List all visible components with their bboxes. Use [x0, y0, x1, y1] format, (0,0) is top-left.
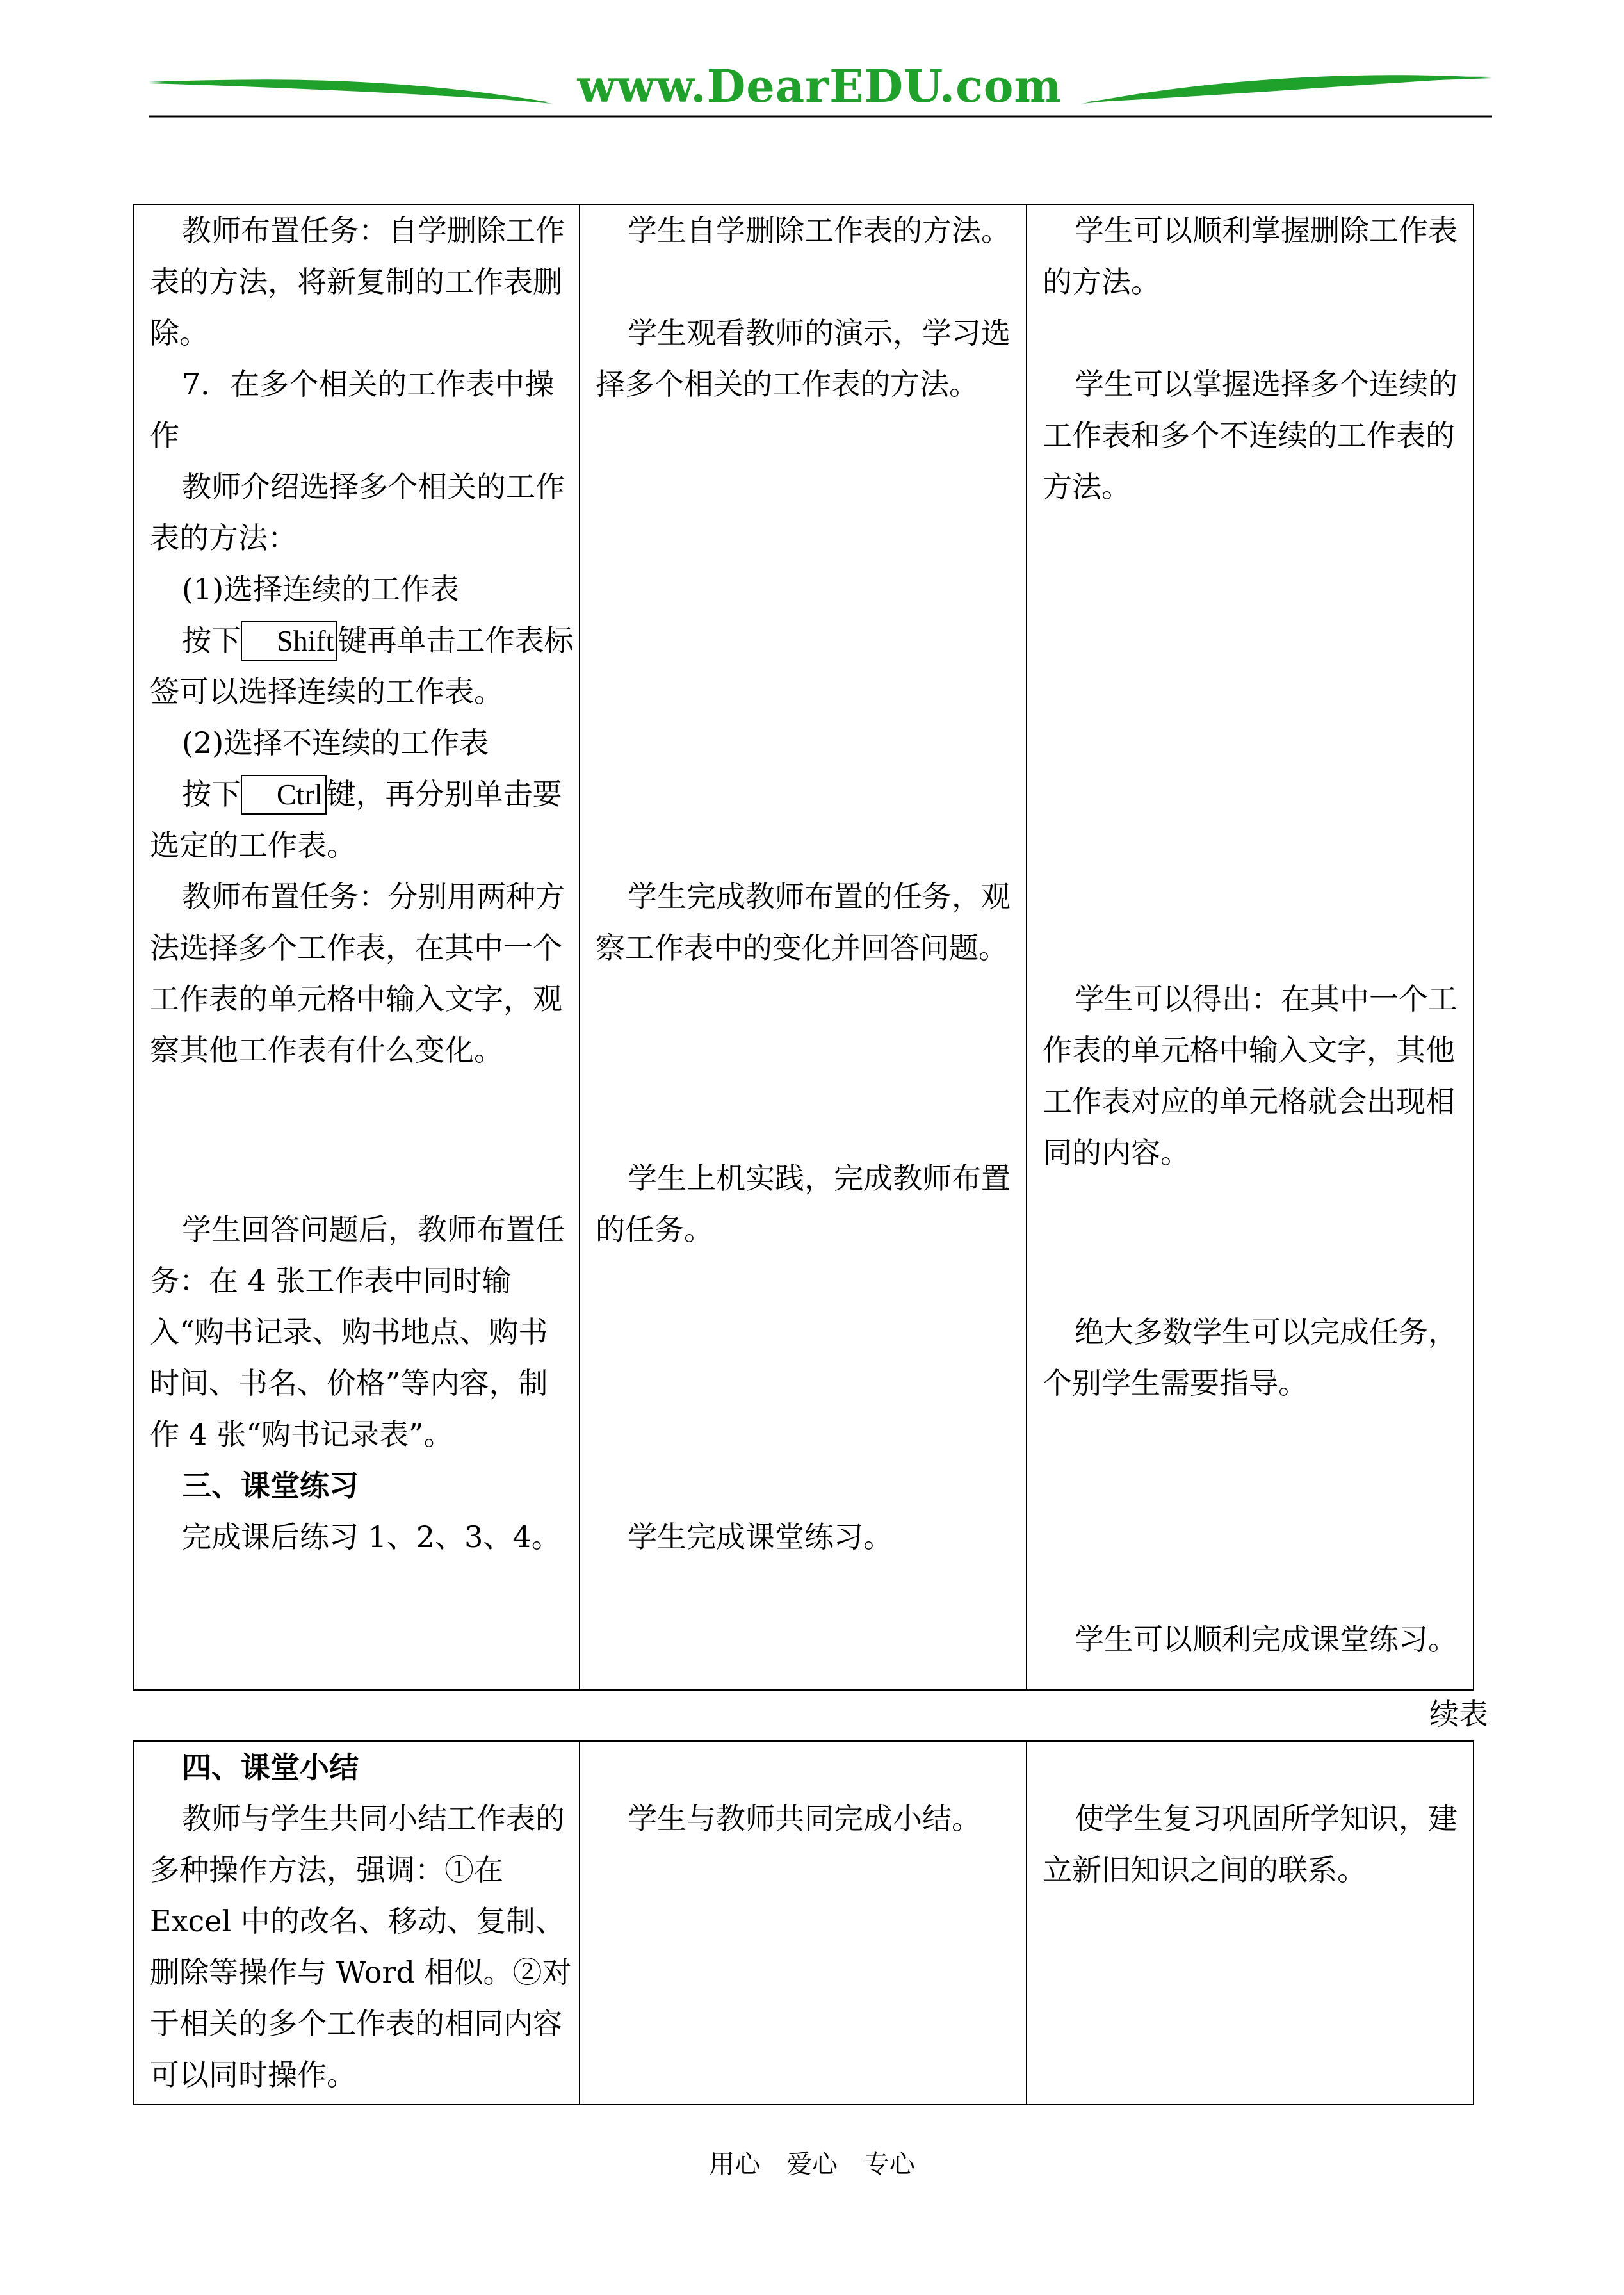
spacer: [1043, 1742, 1468, 1793]
shift-key-label: Shift: [241, 621, 337, 661]
table-row: [134, 204, 1474, 1690]
spacer: [596, 410, 1021, 871]
footer-motto: 专心: [863, 2150, 915, 2179]
continued-table-label: 续表: [1429, 1697, 1488, 1731]
site-logo-text: www.DearEDU.com: [577, 60, 1062, 113]
paragraph: 学生可以得出：在其中一个工作表的单元格中输入文字，其他工作表对应的单元格就会出现相同的内容。: [1043, 982, 1458, 1170]
paragraph: 教师布置任务：分别用两种方法选择多个工作表，在其中一个工作表的单元格中输入文字，观察其他工作表有什么变化。: [150, 879, 565, 1067]
paragraph: 使学生复习巩固所学知识，建立新旧知识之间的联系。: [1043, 1801, 1458, 1887]
paragraph: 学生可以顺利掌握删除工作表的方法。: [1043, 213, 1458, 299]
paragraph: [150, 768, 574, 871]
paragraph: 学生上机实践，完成教师布置的任务。: [596, 1161, 1011, 1247]
paragraph: 7．在多个相关的工作表中操作: [150, 367, 555, 453]
paragraph: 完成课后练习 1、2、3、4。: [182, 1520, 561, 1554]
text: 按下: [182, 623, 241, 658]
text: 键再单击工作表标签可以选择连续的工作表。: [150, 623, 574, 709]
paragraph: (2)选择不连续的工作表: [182, 726, 489, 760]
spacer: [596, 256, 1021, 307]
table-row: [134, 1741, 1474, 2105]
paragraph: 学生自学删除工作表的方法。: [628, 213, 1011, 248]
ctrl-key-label: Ctrl: [241, 775, 327, 815]
teacher-activity-cell: [134, 204, 580, 1690]
spacer: [1043, 1409, 1468, 1614]
spacer: [1043, 1178, 1468, 1306]
lesson-table-continued: [133, 1740, 1474, 2105]
spacer: [150, 1076, 574, 1204]
text: 键，再分别单击要选定的工作表。: [150, 777, 562, 863]
spacer: [596, 1742, 1021, 1793]
paragraph: 学生可以掌握选择多个连续的工作表和多个不连续的工作表的方法。: [1043, 367, 1458, 504]
paragraph: 学生完成课堂练习。: [628, 1520, 893, 1554]
design-intent-cell: [1027, 204, 1474, 1690]
section-heading: 三、课堂练习: [182, 1468, 359, 1503]
text: 按下: [182, 777, 241, 811]
spacer: [1043, 307, 1468, 359]
paragraph: 学生观看教师的演示，学习选择多个相关的工作表的方法。: [596, 316, 1011, 401]
lesson-table: [133, 204, 1474, 1691]
paragraph: 学生回答问题后，教师布置任务：在 4 张工作表中同时输入“购书记录、购书地点、购书时间、书名、价格”等内容，制作 4 张“购书记录表”。: [150, 1212, 565, 1452]
paragraph: 学生完成教师布置的任务，观察工作表中的变化并回答问题。: [596, 879, 1011, 965]
page-footer: [0, 2145, 1624, 2184]
student-activity-cell: [580, 204, 1027, 1690]
footer-motto: 用心: [709, 2150, 761, 2179]
paragraph: 教师布置任务：自学删除工作表的方法，将新复制的工作表删除。: [150, 213, 565, 350]
paragraph: 教师与学生共同小结工作表的多种操作方法，强调：①在 Excel 中的改名、移动、复制、删除等操作与 Word 相似。②对于相关的多个工作表的相同内容可以同时操作。: [150, 1801, 572, 2092]
paragraph: [150, 615, 574, 717]
paragraph: 绝大多数学生可以完成任务，个别学生需要指导。: [1043, 1315, 1458, 1400]
site-header: [0, 0, 1624, 128]
paragraph: 学生与教师共同完成小结。: [628, 1801, 981, 1836]
paragraph: 学生可以顺利完成课堂练习。: [1075, 1622, 1458, 1657]
paragraph: 教师介绍选择多个相关的工作表的方法：: [150, 469, 565, 555]
paragraph: (1)选择连续的工作表: [182, 572, 460, 606]
teacher-activity-cell: [134, 1741, 580, 2105]
spacer: [596, 1255, 1021, 1511]
section-heading: 四、课堂小结: [182, 1750, 359, 1785]
spacer: [596, 973, 1021, 1153]
footer-motto: 爱心: [786, 2150, 838, 2179]
spacer: [1043, 512, 1468, 973]
design-intent-cell: [1027, 1741, 1474, 2105]
student-activity-cell: [580, 1741, 1027, 2105]
